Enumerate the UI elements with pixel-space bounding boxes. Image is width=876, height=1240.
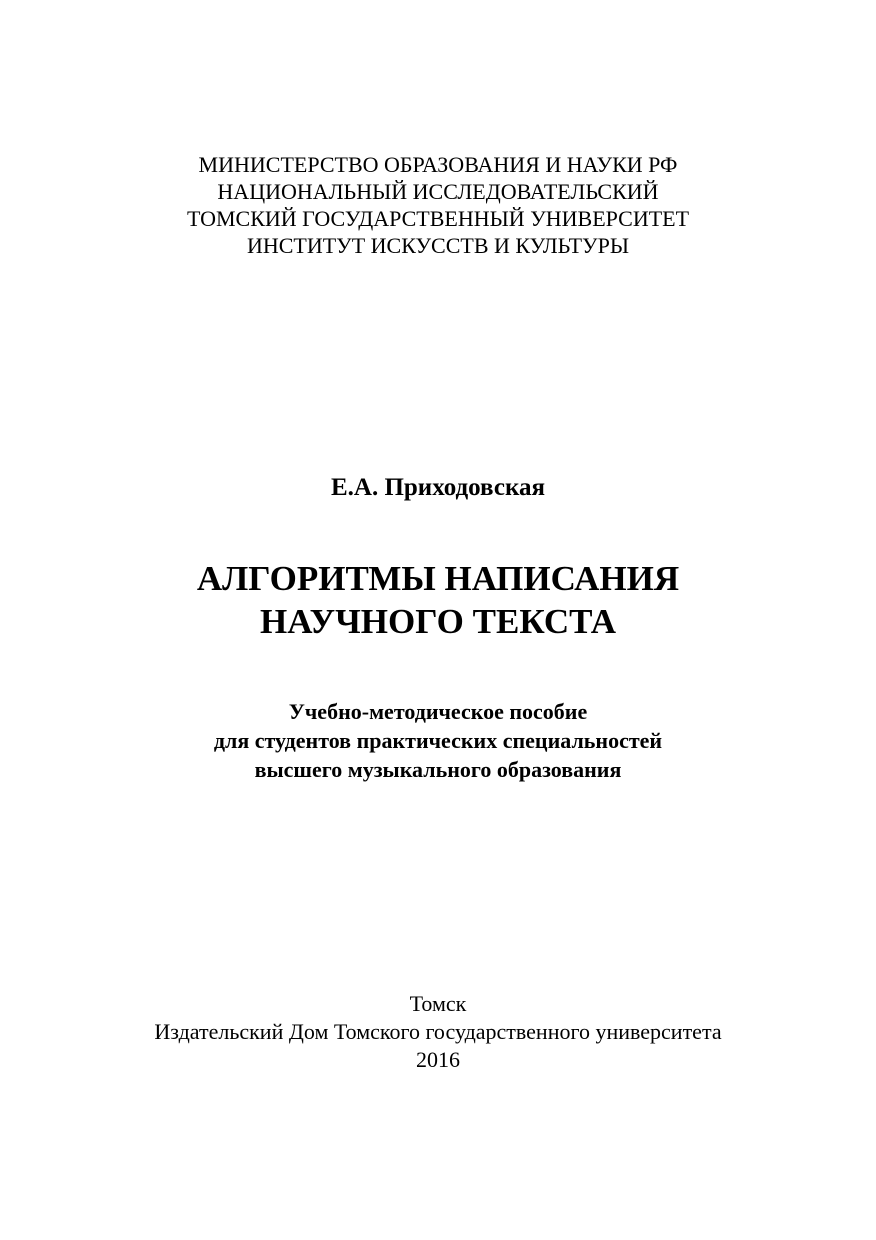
imprint-publisher: Издательский Дом Томского государственного университета xyxy=(154,1019,722,1044)
title-line: НАУЧНОГО ТЕКСТА xyxy=(260,602,616,641)
imprint xyxy=(0,990,876,1074)
title-line: АЛГОРИТМЫ НАПИСАНИЯ xyxy=(196,559,680,598)
header-line: МИНИСТЕРСТВО ОБРАЗОВАНИЯ И НАУКИ РФ xyxy=(198,152,678,177)
header-line: НАЦИОНАЛЬНЫЙ ИССЛЕДОВАТЕЛЬСКИЙ xyxy=(217,179,659,204)
author-line: Е.А. Приходовская xyxy=(330,474,546,501)
subtitle-line: Учебно-методическое пособие xyxy=(288,699,588,724)
institution-header xyxy=(0,151,876,259)
book-subtitle xyxy=(0,697,876,784)
imprint-year: 2016 xyxy=(416,1047,460,1072)
header-line: ТОМСКИЙ ГОСУДАРСТВЕННЫЙ УНИВЕРСИТЕТ xyxy=(186,206,690,231)
author-name xyxy=(0,473,876,503)
subtitle-line: высшего музыкального образования xyxy=(254,757,622,782)
subtitle-line: для студентов практических специальностей xyxy=(213,728,663,753)
imprint-city: Томск xyxy=(409,991,467,1016)
header-line: ИНСТИТУТ ИСКУССТВ И КУЛЬТУРЫ xyxy=(246,233,630,258)
book-title xyxy=(0,557,876,643)
